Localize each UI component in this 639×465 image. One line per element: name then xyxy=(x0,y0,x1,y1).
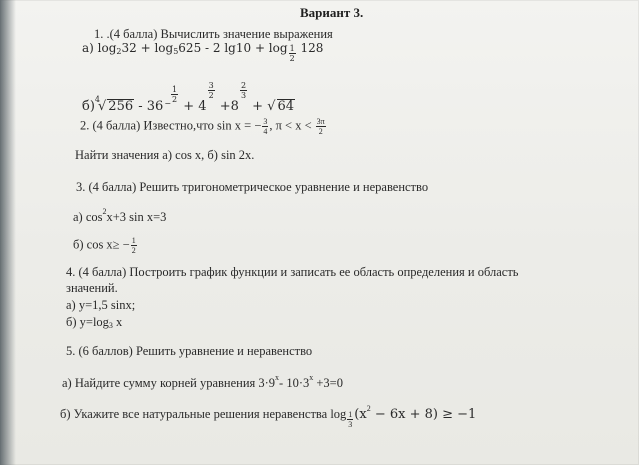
task5-heading: 5. (6 баллов) Решить уравнение и неравенство xyxy=(66,344,313,358)
task2-part1: 2. (4 балла) Известно,что sin x = − xyxy=(80,118,262,133)
task2-statement xyxy=(80,117,327,136)
task3-a-prefix: а) cos xyxy=(73,210,103,224)
task4-b-rest: x xyxy=(112,315,123,329)
task1-heading: 1. .(4 балла) Вычислить значение выражения xyxy=(94,27,333,41)
task1-b-exp2 xyxy=(208,81,215,100)
task4-line1: 4. (4 балла) Построить график функции и записать ее область определения и область xyxy=(66,265,519,279)
task5-b-base-num: 1 xyxy=(348,410,353,419)
task2-part2: , π < x < xyxy=(269,118,312,133)
task1-b-exp3-den: 3 xyxy=(240,91,247,100)
task3-heading: 3. (4 балла) Решить тригонометрическое уравнение и неравенство xyxy=(76,180,429,194)
task3-b-frac xyxy=(131,236,137,255)
task1-b-root2-sign: √ xyxy=(267,99,276,114)
task2-frac2-den: 2 xyxy=(318,127,323,136)
task5-a-part1: а) Найдите сумму корней уравнения 3·9 xyxy=(62,376,276,390)
task4-b-prefix: б) y=log xyxy=(66,315,109,329)
task1-b-exp1 xyxy=(164,85,178,108)
task2-frac2 xyxy=(316,117,326,136)
task1-b-part4: + xyxy=(248,99,268,114)
task4-b-base: 3 xyxy=(108,321,113,330)
task1-a-base1: 2 xyxy=(116,47,122,56)
task1-b-part2: + 4 xyxy=(179,99,207,114)
task1-b-prefix: б) xyxy=(82,99,95,114)
task1-b-exp3 xyxy=(240,81,247,100)
task1-b-root-sign: √ xyxy=(98,99,107,114)
task1-a-expression xyxy=(82,42,323,63)
task4-b xyxy=(66,315,122,330)
task1-b-part3: +8 xyxy=(215,99,239,114)
task5-a-exp1: x xyxy=(275,373,280,382)
task1-a-base2: 5 xyxy=(173,47,179,56)
task2-frac1 xyxy=(262,117,268,136)
task3-a-sup: 2 xyxy=(102,207,107,216)
task3-b-den: 2 xyxy=(131,246,136,255)
task5-b-sup: 2 xyxy=(366,404,371,413)
task5-b-part1: б) Укажите все натуральные решения неравенства log xyxy=(60,407,347,421)
task5-b-base-den: 3 xyxy=(348,420,353,429)
task5-a-exp2: x xyxy=(309,373,314,382)
task3-a-rest: x+3 sin x=3 xyxy=(106,210,167,224)
task3-b-prefix: б) cos x≥ − xyxy=(73,237,130,252)
task1-a-base3-num: 1 xyxy=(289,44,295,53)
task5-a-part3: +3=0 xyxy=(313,376,343,390)
task1-b-exp2-num: 3 xyxy=(208,81,214,90)
task2-frac1-num: 3 xyxy=(263,117,268,126)
task1-a-part2: 625 - 2 lg10 + log xyxy=(178,41,288,55)
task5-a xyxy=(62,373,343,390)
task5-b-base-fraction xyxy=(347,410,353,429)
task1-a-part3: 128 xyxy=(296,41,324,55)
task1-a-base3-den: 2 xyxy=(289,54,295,63)
task1-b-expression xyxy=(82,81,295,115)
task1-a-base3-fraction xyxy=(289,44,296,63)
task2-frac1-den: 4 xyxy=(263,127,268,136)
task1-b-exp2-den: 2 xyxy=(208,91,214,100)
photo-edge-shadow xyxy=(0,0,16,465)
task5-a-part2: - 10·3 xyxy=(279,376,310,390)
task2-find: Найти значения а) cos x, б) sin 2x. xyxy=(75,148,255,162)
task1-a-prefix: а) log xyxy=(82,41,117,55)
task5-b-part3: − 6x + 8) ≥ −1 xyxy=(370,407,477,422)
task4-line2: значений. xyxy=(66,281,118,295)
task3-a xyxy=(73,207,166,224)
task2-frac2-num: 3π xyxy=(316,117,325,126)
task1-b-root-body: 256 xyxy=(108,99,134,114)
task1-b-exp3-num: 2 xyxy=(240,81,247,90)
task5-b-part2: (x xyxy=(354,407,367,422)
task1-b-root2-body: 64 xyxy=(277,99,295,114)
task1-b-exp1-num: 1 xyxy=(172,85,178,94)
task1-b-part1: - 36 xyxy=(134,99,164,114)
task4-a: а) y=1,5 sinx; xyxy=(66,298,136,312)
task1-b-exp1-minus: − xyxy=(164,99,172,108)
task5-b xyxy=(60,404,476,429)
task3-b xyxy=(73,236,138,255)
variant-title: Вариант 3. xyxy=(300,5,364,20)
task1-b-exp1-den: 2 xyxy=(172,95,178,104)
task1-a-part1: 32 + log xyxy=(121,41,174,55)
task1-b-root-index: 4 xyxy=(94,95,100,104)
task3-b-num: 1 xyxy=(131,236,136,245)
